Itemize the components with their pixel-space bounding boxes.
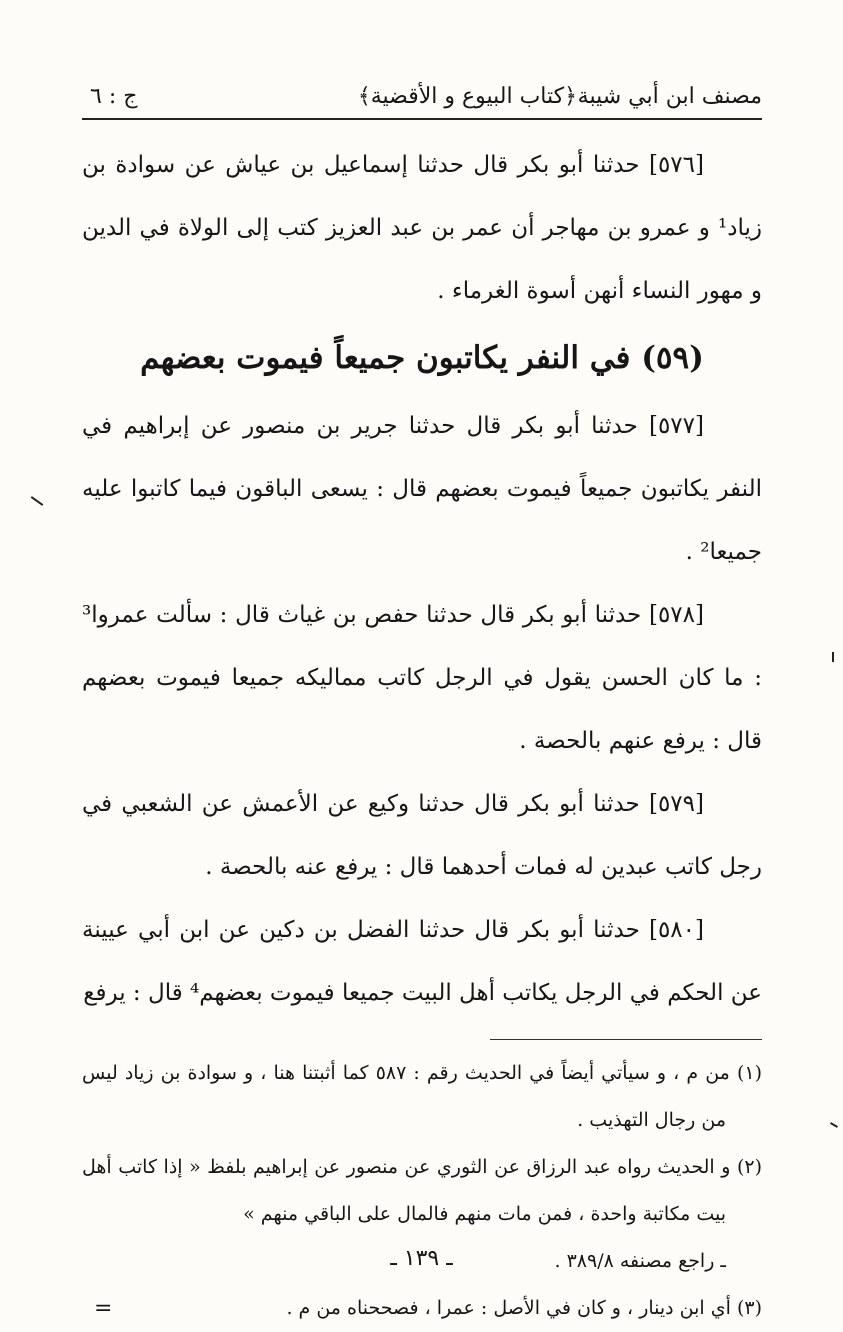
hadith-text: حدثنا أبو بكر قال حدثنا الفضل بن دكين عن ابن أبي عيينة عن الحكم في الرجل يكاتب أهل البيت جميعا فيموت بعضهم⁴ قال : يرفع: [82, 917, 762, 1006]
footnote: [82, 1144, 762, 1238]
main-text: [82, 134, 762, 1025]
footnote: [82, 1050, 762, 1144]
hadith-number: [٥٧٨]: [648, 602, 704, 628]
hadith-number: [٥٧٩]: [648, 791, 704, 817]
hadith-text: حدثنا أبو بكر قال حدثنا حفص بن غياث قال : سألت عمروا³ : ما كان الحسن يقول في الرجل كاتب مماليكه جميعا فيموت بعضهم قال : يرفع عنهم بالحصة .: [82, 602, 762, 754]
header-section-title: ﴿كتاب البيوع و الأقضية﴾: [357, 84, 577, 109]
continuation-mark: =: [94, 1296, 113, 1321]
hadith-number: [٥٨٠]: [648, 917, 704, 943]
hadith-paragraph: [82, 134, 762, 323]
hadith-paragraph: [82, 773, 762, 899]
footnote: [82, 1285, 762, 1332]
running-header: [82, 78, 762, 120]
hadith-paragraph: [82, 899, 762, 1025]
chapter-title: (٥٩) في النفر يكاتبون جميعاً فيموت بعضهم: [140, 340, 704, 376]
footnote-row: [82, 1285, 762, 1332]
scan-mark: [830, 1122, 838, 1128]
book-page: [82, 78, 762, 1332]
footnote-text: أي ابن دينار ، و كان في الأصل : عمرا ، فصححناه من م .: [286, 1297, 737, 1319]
footnote-mark: (١): [736, 1062, 762, 1084]
footnote-divider: [490, 1039, 762, 1040]
footnote-text: من م ، و سيأتي أيضاً في الحديث رقم : ٥٨٧ كما أثبتنا هنا ، و سوادة بن زياد ليس من رجال التهذيب .: [82, 1062, 737, 1131]
hadith-number: [٥٧٧]: [648, 413, 704, 439]
header-book-title: مصنف ابن أبي شيبة: [577, 84, 762, 109]
footnote-continuation: ـ راجع مصنفه ٣٨٩/٨ .: [554, 1250, 726, 1272]
hadith-text: حدثنا أبو بكر قال حدثنا جرير بن منصور عن إبراهيم في النفر يكاتبون جميعاً فيموت بعضهم قال : يسعى الباقون فيما كاتبوا عليه جميعا² .: [82, 413, 762, 565]
header-volume: ج : ٦: [90, 84, 138, 109]
page-number: ـ ١٣٩ ـ: [390, 1246, 453, 1271]
hadith-paragraph: [82, 395, 762, 584]
footnote-text: و الحديث رواه عبد الرزاق عن الثوري عن منصور عن إبراهيم بلفظ « إذا كاتب أهل بيت مكاتبة واحدة ، فمن مات منهم فالمال على الباقي منهم »: [82, 1156, 737, 1225]
scan-mark: [832, 652, 834, 662]
footnotes: [82, 1050, 762, 1332]
scan-mark: [31, 496, 44, 506]
hadith-text: حدثنا أبو بكر قال حدثنا وكيع عن الأعمش عن الشعبي في رجل كاتب عبدين له فمات أحدهما قال : يرفع عنه بالحصة .: [82, 791, 762, 880]
hadith-text: حدثنا أبو بكر قال حدثنا إسماعيل بن عياش عن سوادة بن زياد¹ و عمرو بن مهاجر أن عمر بن عبد العزيز كتب إلى الولاة في الدين و مهور النساء أنهن أسوة الغرماء .: [82, 152, 762, 304]
hadith-paragraph: [82, 584, 762, 773]
hadith-number: [٥٧٦]: [648, 152, 704, 178]
footnote-mark: (٣): [736, 1297, 762, 1319]
footnote-mark: (٢): [736, 1156, 762, 1178]
